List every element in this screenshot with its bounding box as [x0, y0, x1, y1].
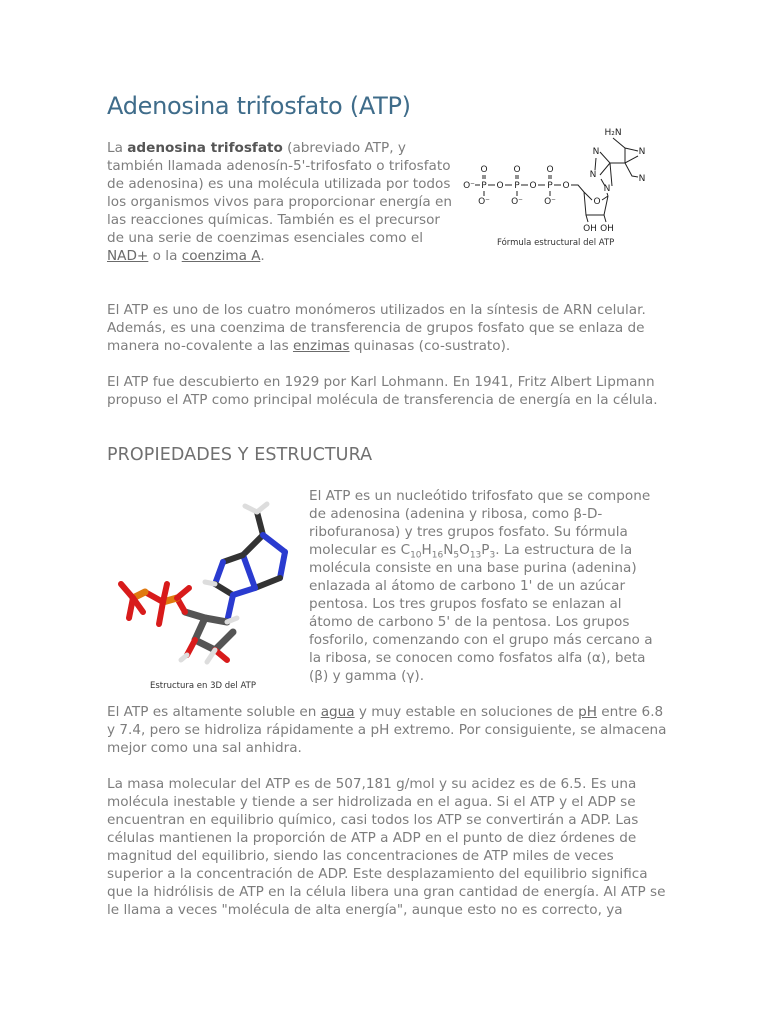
atp-3d-structure-image [115, 500, 295, 675]
intro-paragraph: La adenosina trifosfato (abreviado ATP, y también llamada adenosín-5'-trifosfato o trifosfato de adenosina) es una molécula utilizada por todos los organismos vivos para proporcionar energía en las reacciones químicas. También es el precursor de una serie de coenzimas esenciales como el NAD+ o la coenzima A. [107, 140, 452, 264]
molecular-formula: $C_{10}H_{16}N_5O_{13}P_3$ [400, 542, 496, 561]
svg-text:O: O [593, 197, 601, 207]
figure2-caption: Estructura en 3D del ATP [150, 681, 256, 691]
svg-text:N: N [638, 174, 646, 184]
svg-text:O: O [562, 181, 570, 191]
paragraph-monomers: El ATP es uno de los cuatro monómeros utilizados en la síntesis de ARN celular. Además, es una coenzima de transferencia de grupos fosfato que se enlaza de manera no-covalente a las enzimas quinasas (co-sustrato). [107, 302, 646, 354]
svg-text:N: N [638, 147, 646, 157]
paragraph-solubility: El ATP es altamente soluble en agua y muy estable en soluciones de pH entre 6.8 y 7.4, pero se hidroliza rápidamente a pH extremo. Por consiguiente, se almacena mejor como una sal anhidra. [107, 704, 667, 756]
ph-link[interactable]: pH [578, 704, 597, 720]
svg-text:P: P [547, 181, 553, 191]
page-title: Adenosina trifosfato (ATP) [107, 92, 411, 120]
svg-text:OH: OH [583, 224, 597, 234]
paragraph-structure: El ATP es un nucleótido trifosfato que se compone de adenosina (adenina y ribosa, como β-D-ribofuranosa) y tres grupos fosfato. Su fórmula molecular es $C_{10}H_{16}N_5O_{13}P_3$. La estructura de la molécula consiste en una base purina (adenina) enlazada al átomo de carbono 1' de un azúcar pentosa. Los tres grupos fosfato se enlazan al átomo de carbono 5' de la pentosa. Los grupos fosforilo, comenzando con el grupo más cercano a la ribosa, se conocen como fosfatos alfa (α), beta (β) y gamma (γ). [309, 488, 653, 684]
agua-link[interactable]: agua [320, 704, 355, 720]
svg-text:O: O [480, 165, 488, 175]
svg-text:O⁻: O⁻ [463, 181, 475, 191]
svg-text:O⁻: O⁻ [511, 197, 523, 207]
paragraph-discovery: El ATP fue descubierto en 1929 por Karl Lohmann. En 1941, Fritz Albert Lipmann propuso el ATP como principal molécula de transferencia de energía en la célula. [107, 374, 658, 408]
svg-text:P: P [514, 181, 520, 191]
svg-text:O: O [496, 181, 504, 191]
svg-text:O: O [529, 181, 537, 191]
atp-structural-formula [460, 120, 670, 238]
bold-term: adenosina trifosfato [127, 140, 283, 156]
svg-text:OH: OH [600, 224, 614, 234]
svg-text:N: N [592, 147, 600, 157]
svg-text:O⁻: O⁻ [478, 197, 490, 207]
nh2-label: H₂N [604, 128, 622, 138]
svg-text:P: P [481, 181, 487, 191]
svg-text:N: N [603, 184, 611, 194]
svg-text:O: O [513, 165, 521, 175]
paragraph-molecular-mass: La masa molecular del ATP es de 507,181 g/mol y su acidez es de 6.5. Es una molécula inestable y tiende a ser hidrolizada en el agua. Si el ATP y el ADP se encuentran en equilibrio químico, casi todos los ATP se convertirán a ADP. Las células mantienen la proporción de ATP a ADP en el punto de diez órdenes de magnitud del equilibrio, siendo las concentraciones de ATP miles de veces superior a la concentración de ADP. Este desplazamiento del equilibrio significa que la hidrólisis de ATP en la célula libera una gran cantidad de energía. Al ATP se le llama a veces "molécula de alta energía", aunque esto no es correcto, ya [107, 776, 666, 918]
nad-link[interactable]: NAD+ [107, 248, 149, 264]
figure1-caption: Fórmula estructural del ATP [497, 238, 615, 248]
section-heading: PROPIEDADES Y ESTRUCTURA [107, 445, 373, 465]
svg-text:O: O [546, 165, 554, 175]
coenzima-a-link[interactable]: coenzima A [181, 248, 261, 264]
svg-text:O⁻: O⁻ [544, 197, 556, 207]
enzimas-link[interactable]: enzimas [292, 338, 350, 354]
svg-text:N: N [589, 170, 597, 180]
